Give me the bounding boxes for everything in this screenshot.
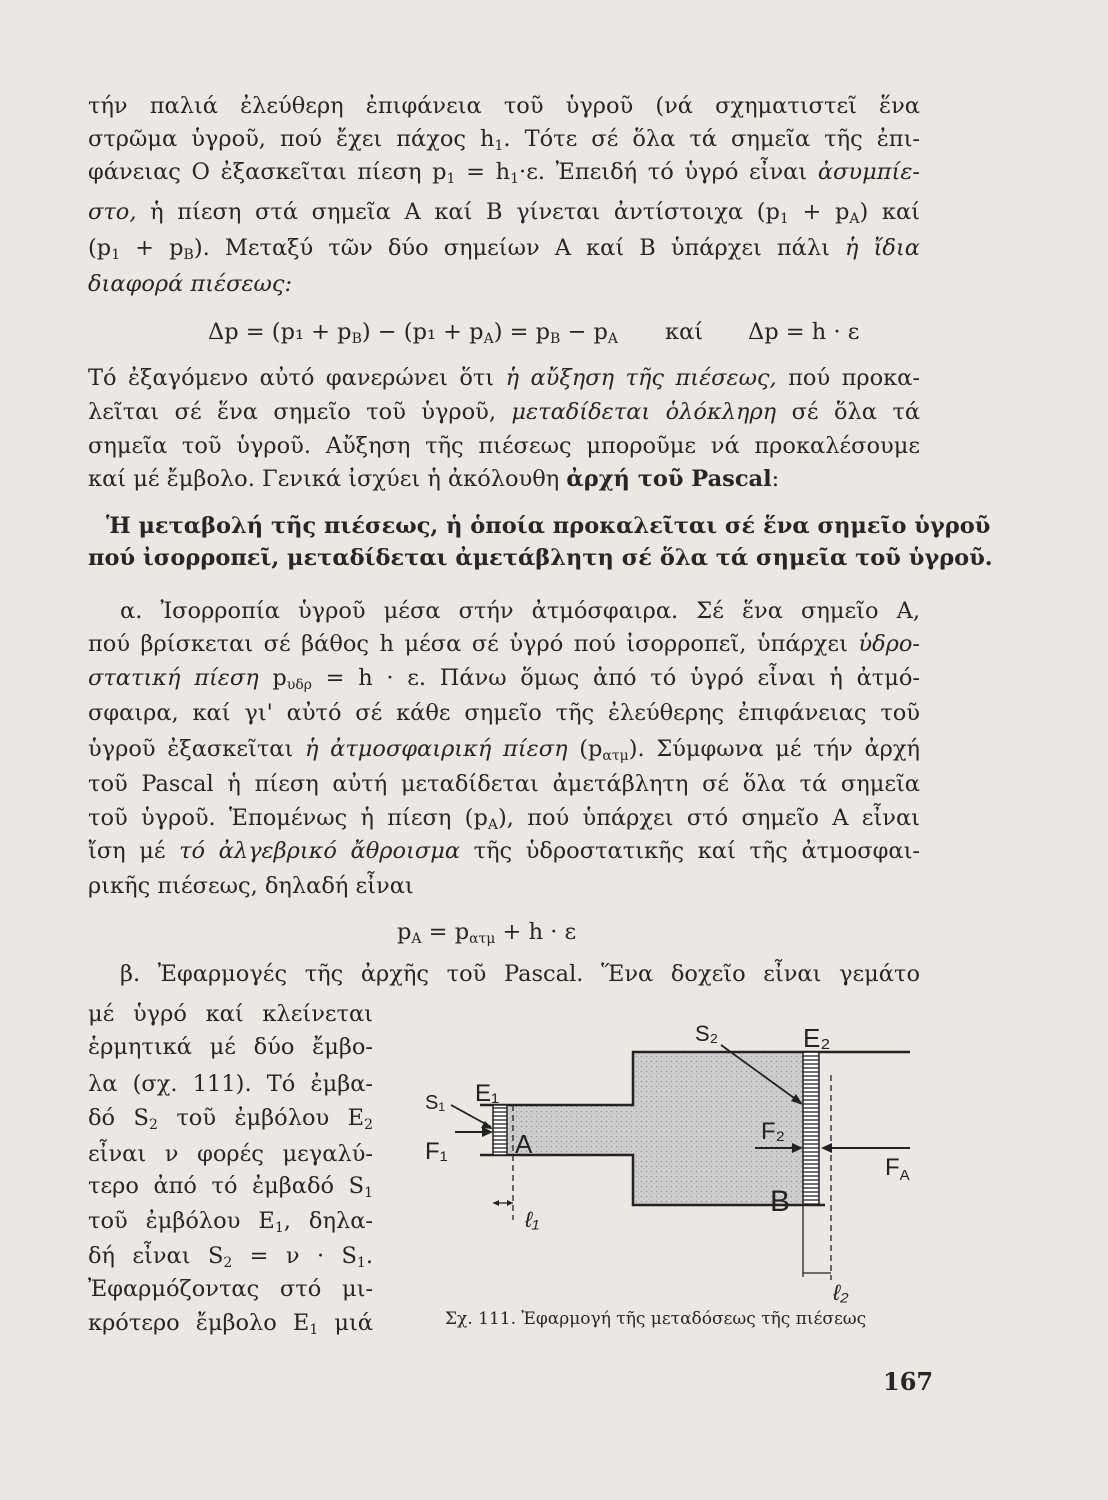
equation-dp-h-e: Δp = h · ε: [748, 319, 860, 345]
equation-pA: $p_A = p_{\alpha\tau\mu} + h \cdot \varepsilon$: [397, 919, 577, 947]
equation-and: καί: [665, 319, 704, 345]
text-line: ἑρμητικά μέ δύο ἔμβο-: [88, 1034, 373, 1060]
liquid-container: [497, 1052, 805, 1205]
text-line: μέ ὑγρό καί κλείνεται: [88, 1001, 373, 1027]
text-line: λα (σχ. 111). Τό ἐμβα-: [88, 1071, 373, 1097]
equation-pressure-difference: $\Delta p = (p_1 + p_B) - (p_1 + p_A) = p_B - p_A$: [208, 319, 619, 347]
piston-e1: [493, 1105, 507, 1155]
piston-e2: [803, 1052, 819, 1205]
text-line: στατική πίεση $p_{\upsilon\delta\rho} = h \cdot \varepsilon$. Πάνω ὅμως ἀπό τό ὑγρό εἶναι ἡ ἀτμό-: [88, 665, 920, 693]
text-line: ἴση μέ τό ἀλγεβρικό ἄθροισμα τῆς ὑδροστατικῆς καί τῆς ἀτμοσφαι-: [88, 838, 920, 864]
label-s2: S₂: [695, 1021, 719, 1046]
text-line: δή εἶναι $S_2 = \nu \cdot S_1$.: [88, 1243, 373, 1271]
label-f1: F₁: [425, 1138, 448, 1165]
text-line: $(p_1 + p_B)$. Μεταξύ τῶν δύο σημείων Α καί Β ὑπάρχει πάλι ἡ ἴδια: [88, 235, 920, 263]
label-l1: ℓ₁: [525, 1207, 540, 1232]
label-e1: E₁: [475, 1080, 500, 1107]
figure-caption: Σχ. 111. Ἐφαρμογή τῆς μεταδόσεως τῆς πιέσεως: [445, 1309, 867, 1329]
text-line: δό $S_2$ τοῦ ἐμβόλου $E_2$: [88, 1105, 373, 1133]
label-fa: $F_A$: [885, 1154, 910, 1184]
text-line: λεῖται σέ ἕνα σημεῖο τοῦ ὑγροῦ, μεταδίδεται ὁλόκληρη σέ ὅλα τά: [88, 399, 921, 425]
text-line: Ἐφαρμόζοντας στό μι-: [88, 1276, 373, 1302]
figure-pascal-press: [405, 1015, 915, 1305]
pascal-principle: πού ἰσορροπεῖ, μεταδίδεται ἀμετάβλητη σέ ὅλα τά σημεῖα τοῦ ὑγροῦ.: [88, 545, 993, 571]
section-a-heading: α. Ἰσορροπία ὑγροῦ μέσα στήν ἀτμόσφαιρα. Σέ ἕνα σημεῖο Α,: [120, 598, 920, 624]
text-line: εἶναι ν φορές μεγαλύ-: [88, 1141, 373, 1167]
text-line: Τό ἐξαγόμενο αὐτό φανερώνει ὅτι ἡ αὔξηση τῆς πιέσεως, πού προκα-: [88, 365, 920, 391]
page-number: 167: [883, 1367, 934, 1396]
text-line: ὑγροῦ ἐξασκεῖται ἡ ἀτμοσφαιρική πίεση $(p_{\alpha\tau\mu})$. Σύμφωνα μέ τήν ἀρχή: [88, 736, 920, 764]
text-line: ρικῆς πιέσεως, δηλαδή εἶναι: [88, 873, 414, 899]
pascal-principle: Ἡ μεταβολή τῆς πιέσεως, ἡ ὁποία προκαλεῖται σέ ἕνα σημεῖο ὑγροῦ: [106, 513, 991, 539]
text-line: τοῦ ὑγροῦ. Ἑπομένως ἡ πίεση $(p_A)$, πού ὑπάρχει στό σημεῖο Α εἶναι: [88, 805, 920, 833]
text-line: διαφορά πιέσεως:: [88, 271, 293, 297]
text-line: στρῶμα ὑγροῦ, πού ἔχει πάχος $h_1$. Τότε σέ ὅλα τά σημεῖα τῆς ἐπι-: [88, 126, 921, 154]
text-line: φάνειας Ο ἐξασκεῖται πίεση $p_1 = h_1\cdot\varepsilon$. Ἐπειδή τό ὑγρό εἶναι ἀσυμπίε-: [88, 159, 920, 187]
text-line: τοῦ Pascal ἡ πίεση αὐτή μεταδίδεται ἀμετάβλητη σέ ὅλα τά σημεῖα: [88, 771, 920, 797]
text-line: καί μέ ἔμβολο. Γενικά ἰσχύει ἡ ἀκόλουθη ἀρχή τοῦ Pascal:: [88, 466, 780, 492]
text-line: κρότερο ἔμβολο $E_1$ μιά: [88, 1310, 373, 1338]
text-line: τερο ἀπό τό ἐμβαδό $S_1$: [88, 1173, 373, 1201]
section-b-heading: β. Ἐφαρμογές τῆς ἀρχῆς τοῦ Pascal. Ἕνα δοχεῖο εἶναι γεμάτο: [120, 961, 920, 987]
label-a: A: [515, 1129, 533, 1159]
label-e2: E₂: [803, 1023, 831, 1053]
text-line: στο, ἡ πίεση στά σημεῖα Α καί Β γίνεται ἀντίστοιχα $(p_1 + p_A)$ καί: [88, 199, 920, 227]
text-line: σφαιρα, καί γι' αὐτό σέ κάθε σημεῖο τῆς ἐλεύθερης ἐπιφάνειας τοῦ: [88, 700, 920, 726]
text-line: σημεῖα τοῦ ὑγροῦ. Αὔξηση τῆς πιέσεως μποροῦμε νά προκαλέσουμε: [88, 433, 920, 459]
text-line: τοῦ ἐμβόλου $E_1$, δηλα-: [88, 1208, 374, 1236]
label-b: B: [770, 1185, 791, 1218]
label-f2: F₂: [761, 1118, 785, 1145]
label-s1: S₁: [425, 1092, 446, 1114]
label-l2: ℓ₂: [833, 1280, 849, 1305]
text-line: τήν παλιά ἐλεύθερη ἐπιφάνεια τοῦ ὑγροῦ (νά σχηματιστεῖ ἕνα: [88, 93, 920, 119]
text-line: πού βρίσκεται σέ βάθος h μέσα σέ ὑγρό πού ἰσορροπεῖ, ὑπάρχει ὑδρο-: [88, 631, 920, 657]
